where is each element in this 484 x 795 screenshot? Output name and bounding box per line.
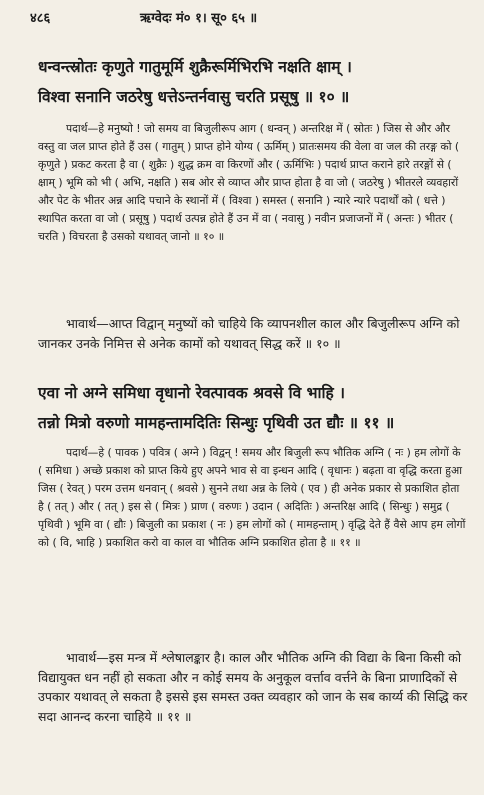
padartha-11-text: हे ( पावक ) पवित्र ( अग्ने ) विद्वन् ! समय और बिजुली रूप भौतिक अग्नि ( नः ) हम लोगों के ( समिधा ) अच्छे प्रकाश को प्राप्त किये हुए अपने भाव से वा इन्धन आदि ( वृधानः ) बढ़ता वा वृद्धि करता हुआ जिस ( रेवत् ) परम उत्तम धनवान् ( श्रवसे ) सुनने तथा अन्न के लिये ( एव ) ही अनेक प्रकार से प्रकाशित होता है ( तत् ) और ( तत् ) इस से ( मित्रः ) प्राण ( वरुणः ) उदान ( अदितिः ) अन्तरिक्ष आदि ( सिन्धुः ) समुद्र ( पृथिवी ) भूमि वा ( द्यौः ) बिजुली का प्रकाश ( नः ) हम लोगों को ( मामहन्ताम् ) वृद्धि देते हैं वैसे आप हम लोगों को ( वि, भाहि ) प्रकाशित करो वा काल वा भौतिक अग्नि प्रकाशित होता है ॥ ११ ॥	[38, 446, 466, 549]
bhavartha-10-label: भावार्थ—	[66, 316, 109, 331]
padartha-11-label: पदार्थ—	[66, 446, 99, 459]
padartha-11	[38, 444, 468, 644]
page-header	[30, 6, 454, 28]
bhavartha-11-label: भावार्थ—	[66, 650, 109, 665]
mantra-11-line-1: एवा नो अग्ने समिधा वृधानो रेवत्पावक श्रवसे वि भाहि ।	[38, 384, 346, 402]
padartha-10	[38, 120, 468, 310]
bhavartha-10	[38, 314, 468, 376]
bhavartha-11-text: इस मन्त्र में श्लेषालङ्कार है। काल और भौतिक अग्नि की विद्या के बिना किसी को विद्यायुक्त धन नहीं हो सकता और न कोई समय के अनुकूल वर्त्ताव वर्त्तने के बिना प्राणादिकों से उपकार यथावत् ले सकता है इससे इस समस्त उक्त व्यवहार को जान के सब कार्य्य की सिद्धि कर सदा आनन्द करना चाहिये ॥ ११ ॥	[38, 650, 468, 724]
mantra-10-line-2: विश्वा सनानि जठरेषु धत्तेऽन्तर्नवासु चरति प्रसूषु ॥ १० ॥	[38, 88, 350, 106]
bhavartha-10-text: आप्त विद्वान् मनुष्यों को चाहिये कि व्यापनशील काल और बिजुलीरूप अग्नि को जानकर उनके निमित्त से अनेक कामों को यथावत् सिद्ध करें ॥ १० ॥	[38, 316, 460, 351]
mantra-10-line-1: धन्वन्त्स्रोतः कृणुते गातुमूर्मि शुक्रैरूर्मिभिरभि नक्षति क्षाम् ।	[38, 58, 352, 76]
bhavartha-11	[38, 648, 468, 788]
padartha-10-label: पदार्थ—	[66, 122, 99, 135]
mantra-11-line-2: तन्नो मित्रो वरुणो मामहन्तामदितिः सिन्धुः पृथिवी उत द्यौः ॥ ११ ॥	[38, 414, 395, 432]
padartha-10-text: हे मनुष्यो ! जो समय वा बिजुलीरूप आग ( धन्वन् ) अन्तरिक्ष में ( स्रोतः ) जिस से और और वस्तु वा जल प्राप्त होते हैं उस ( गातुम् ) प्राप्त होने योग्य ( ऊर्मिम् ) प्रातःसमय की वेला वा जल की तरङ्ग को ( कृणुते ) प्रकट करता है वा ( शुक्रैः ) शुद्ध क्रम वा किरणों और ( ऊर्मिभिः ) पदार्थ प्राप्त कराने हारे तरङ्गों से ( क्षाम् ) भूमि को भी ( अभि, नक्षति ) सब ओर से व्याप्त और प्राप्त होता है वा जो ( जठरेषु ) भीतरले व्यवहारों और पेट के भीतर अन्न आदि पचाने के स्थानों में ( विश्वा ) समस्त ( सनानि ) न्यारे न्यारे पदार्थों को ( धत्ते ) स्थापित करता वा जो ( प्रसूषु ) पदार्थ उत्पन्न होते हैं उन में वा ( नवासु ) नवीन प्रजाजनों में ( अन्तः ) भीतर ( चरति ) विचरता है उसको यथावत् जानो ॥ १० ॥	[38, 122, 460, 243]
page-number: ४८६	[30, 11, 51, 26]
running-reference: ऋग्वेदः मं० १। सू० ६५ ॥	[140, 11, 258, 26]
